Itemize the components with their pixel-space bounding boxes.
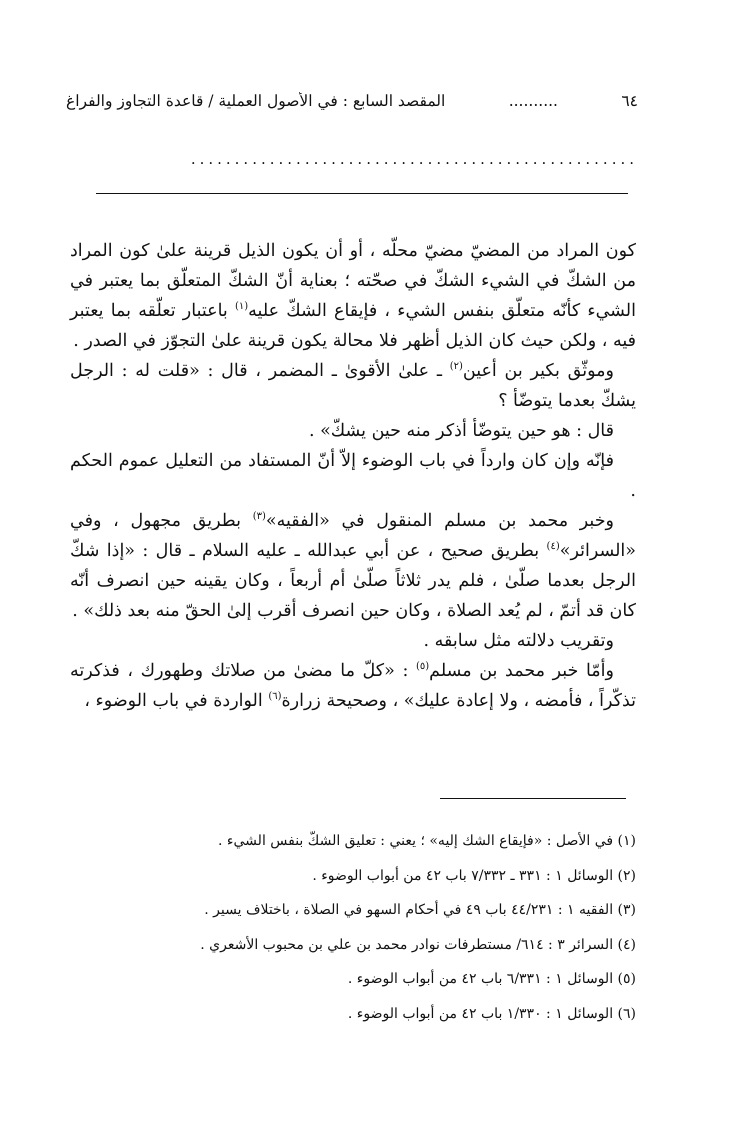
footnote-5: (٥) الوسائل ١ : ٦/٣٣١ باب ٤٢ من أبواب الوضوء . (347, 971, 636, 987)
footnote-6: (٦) الوسائل ١ : ١/٣٣٠ باب ٤٢ من أبواب الوضوء . (347, 1005, 636, 1022)
footnote-rule (440, 798, 626, 799)
footnote-2: (٢) الوسائل ١ : ٣٣١ ـ ٧/٣٣٢ باب ٤٢ من أبواب الوضوء . (312, 867, 636, 884)
footnote-ref-6: (٦) (268, 691, 282, 703)
paragraph-7: وأمّا خبر محمد بن مسلم$^{(٥)}$ : «كلّ ما مضىٰ من صلاتك وطهورك ، فذكرته تذكّراً ، فأمضه ، ولا إعادة عليك» ، وصحيحة زرارة$^{(٦)}$ الواردة في باب الوضوء ، (70, 661, 636, 711)
footnote-1: (١) في الأصل : «فإيقاع الشك إليه» ؛ يعني : تعليق الشكّ بنفس الشيء . (218, 833, 636, 849)
footnotes (70, 824, 636, 1031)
paragraph-1: كون المراد من المضيّ مضيّ محلّه ، أو أن يكون الذيل قرينة علىٰ كون المراد من الشكّ في الشيء الشكّ في صحّته ؛ بعناية أنّ الشكّ المتعلّق بما يعتبر في الشيء كأنّه متعلّق بنفس الشيء ، فإيقاع الشكّ عليه$^{(١)}$ باعتبار تعلّقه بما يعتبر فيه ، ولكن حيث كان الذيل أظهر فلا محالة يكون قرينة علىٰ التجوّز في الصدر . (70, 241, 636, 351)
footnote-ref-5: (٥) (415, 661, 430, 673)
paragraph-5: وخبر محمد بن مسلم المنقول في «الفقيه»$^{(٣)}$ بطريق مجهول ، وفي «السرائر»$^{(٤)}$ بطريق صحيح ، عن أبي عبدالله ـ عليه السلام ـ قال : «إذا شكّ الرجل بعدما صلّىٰ ، فلم يدر ثلاثاً صلّىٰ أم أربعاً ، وكان يقينه حين انصرف أنّه كان قد أتمّ ، لم يُعد الصلاة ، وكان حين انصرف أقرب إلىٰ الحقّ منه بعد ذلك» . (70, 511, 636, 621)
footnote-ref-3: (٣) (252, 511, 266, 523)
header-dots: .......... (508, 92, 558, 110)
paragraph-6: وتقريب دلالته مثل سابقه . (423, 631, 614, 651)
header-rule (96, 193, 628, 194)
footnote-4: (٤) السرائر ٣ : ٦١٤/ مستطرفات نوادر محمد بن علي بن محبوب الأشعري . (200, 936, 636, 953)
running-title: المقصد السابع : في الأُصول العملية / قاعدة التجاوز والفراغ (66, 92, 446, 110)
main-text (70, 236, 636, 716)
page-number: ٦٤ (621, 92, 638, 110)
footnote-ref-1: (١) (234, 301, 249, 313)
paragraph-4: فإنّه وإن كان وارداً في باب الوضوء إلاّ أنّ المستفاد من التعليل عموم الحكم . (70, 451, 636, 501)
footnote-ref-4: (٤) (546, 541, 560, 553)
footnote-3: (٣) الفقيه ١ : ٤٤/٢٣١ باب ٤٩ في أحكام السهو في الصلاة ، باختلاف يسير . (204, 902, 636, 918)
paragraph-2: وموثّق بكير بن أعين$^{(٢)}$ ـ علىٰ الأقوىٰ ـ المضمر ، قال : «قلت له : الرجل يشكّ بعدما يتوضّأ ؟ (70, 361, 636, 411)
footnote-ref-2: (٢) (449, 361, 463, 373)
dotted-separator: ................................................... (190, 150, 638, 168)
running-header (66, 92, 638, 110)
paragraph-3: قال : هو حين يتوضّأ أذكر منه حين يشكّ» . (308, 421, 614, 441)
